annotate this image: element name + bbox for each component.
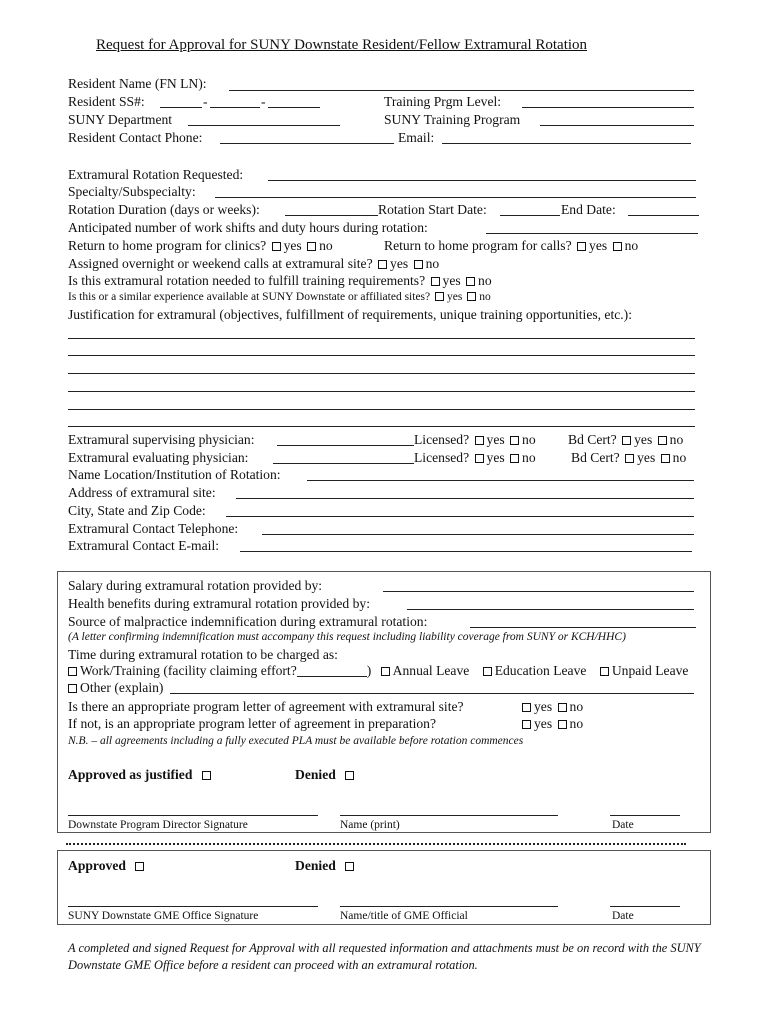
resident-name-field[interactable]	[229, 90, 694, 91]
pla-no-checkbox[interactable]	[558, 703, 567, 712]
calls-label: Return to home program for calls?	[384, 238, 572, 253]
supervising-licensed-yes-label: yes	[486, 432, 505, 447]
similar-no-checkbox[interactable]	[467, 292, 476, 301]
supervising-licensed-no-label: no	[522, 432, 536, 447]
clinics-label: Return to home program for clinics?	[68, 238, 267, 253]
end-date-label: End Date:	[561, 202, 616, 217]
time-charged-label: Time during extramural rotation to be charged as:	[68, 647, 338, 662]
gme-denied-checkbox[interactable]	[345, 862, 354, 871]
pla-yes-label: yes	[534, 699, 553, 714]
overnight-yes-checkbox[interactable]	[378, 260, 387, 269]
overnight-yes-label: yes	[390, 256, 409, 271]
approved-justified-checkbox[interactable]	[202, 771, 211, 780]
gme-name-label: Name/title of GME Official	[340, 910, 468, 922]
justification-label: Justification for extramural (objectives, fulfillment of requirements, unique training opportunities, etc.):	[68, 307, 632, 322]
clinics-no-checkbox[interactable]	[307, 242, 316, 251]
evaluating-bdcert	[571, 449, 686, 466]
director-date-label: Date	[612, 819, 634, 831]
approved-justified-label: Approved as justified	[68, 767, 193, 782]
pla-prep-options	[520, 715, 583, 732]
director-name-label: Name (print)	[340, 819, 400, 831]
suny-department-field[interactable]	[188, 125, 340, 126]
director-name-line[interactable]	[340, 815, 558, 816]
gme-denied	[295, 857, 357, 874]
evaluating-bdcert-yes-checkbox[interactable]	[625, 454, 634, 463]
similar-question	[68, 289, 491, 306]
resident-email-field[interactable]	[442, 143, 691, 144]
supervising-bdcert-label: Bd Cert?	[568, 432, 617, 447]
malpractice-label: Source of malpractice indemnification during extramural rotation:	[68, 614, 428, 629]
director-date-line[interactable]	[610, 815, 680, 816]
other-row	[66, 679, 163, 696]
pla-prep-no-checkbox[interactable]	[558, 720, 567, 729]
supervising-bdcert-no-label: no	[669, 432, 684, 447]
justification-line-2[interactable]	[68, 355, 695, 356]
ssn-field-3[interactable]	[268, 107, 320, 108]
health-field[interactable]	[407, 609, 694, 610]
pla-yes-checkbox[interactable]	[522, 703, 531, 712]
shifts-label: Anticipated number of work shifts and duty hours during rotation:	[68, 220, 428, 235]
resident-phone-field[interactable]	[220, 143, 394, 144]
pla-options	[520, 698, 583, 715]
overnight-label: Assigned overnight or weekend calls at extramural site?	[68, 256, 373, 271]
clinics-yes-checkbox[interactable]	[272, 242, 281, 251]
suny-department-label: SUNY Department	[68, 112, 173, 127]
training-level-field[interactable]	[522, 107, 694, 108]
justification-line-5[interactable]	[68, 409, 695, 410]
work-training-close: )	[366, 663, 372, 678]
evaluating-licensed-no-label: no	[522, 450, 536, 465]
evaluating-bdcert-yes-label: yes	[637, 450, 656, 465]
overnight-no-label: no	[425, 256, 440, 271]
contact-telephone-label: Extramural Contact Telephone:	[68, 521, 239, 536]
clinics-yes-label: yes	[283, 238, 302, 253]
other-explain-field[interactable]	[170, 693, 694, 694]
evaluating-licensed-no-checkbox[interactable]	[510, 454, 519, 463]
training-level-label: Training Prgm Level:	[384, 94, 502, 109]
gme-approved	[68, 857, 147, 874]
pla-label: Is there an appropriate program letter of agreement with extramural site?	[68, 699, 464, 714]
city-field[interactable]	[226, 516, 694, 517]
unpaid-leave-checkbox[interactable]	[600, 667, 609, 676]
calls-no-label: no	[624, 238, 639, 253]
supervising-licensed	[414, 431, 536, 448]
clinics-no-label: no	[319, 238, 333, 253]
justification-line-6[interactable]	[68, 426, 695, 427]
education-leave-checkbox[interactable]	[483, 667, 492, 676]
needed-no-label: no	[478, 273, 492, 288]
evaluating-physician-field[interactable]	[273, 463, 414, 464]
ssn-field-2[interactable]	[210, 107, 260, 108]
ssn-field-1[interactable]	[160, 107, 202, 108]
start-date-label: Rotation Start Date:	[378, 202, 487, 217]
location-label: Name Location/Institution of Rotation:	[68, 467, 281, 482]
form-title: Request for Approval for SUNY Downstate Resident/Fellow Extramural Rotation	[96, 37, 588, 53]
specialty-label: Specialty/Subspecialty:	[68, 184, 196, 199]
other-checkbox[interactable]	[68, 684, 77, 693]
similar-yes-label: yes	[447, 291, 463, 303]
needed-question	[68, 272, 492, 289]
supervising-licensed-yes-checkbox[interactable]	[475, 436, 484, 445]
dotted-separator	[66, 843, 686, 845]
director-signature-line[interactable]	[68, 815, 318, 816]
pla-no-label: no	[569, 699, 584, 714]
pla-prep-no-label: no	[569, 716, 584, 731]
similar-label: Is this or a similar experience available at SUNY Downstate or affiliated sites?	[68, 291, 431, 303]
footer-note: A completed and signed Request for Approval with all requested information and attachments must be on record with the SUNY Downstate GME Office before a resident can proceed with an extramural rotation.	[68, 941, 701, 972]
duration-label: Rotation Duration (days or weeks):	[68, 202, 260, 217]
training-program-field[interactable]	[540, 125, 694, 126]
program-denied	[295, 766, 357, 783]
evaluating-licensed	[414, 449, 536, 466]
pla-prep-yes-checkbox[interactable]	[522, 720, 531, 729]
justification-line-3[interactable]	[68, 373, 695, 374]
needed-label: Is this extramural rotation needed to fulfill training requirements?	[68, 273, 426, 288]
evaluating-bdcert-no-checkbox[interactable]	[661, 454, 670, 463]
supervising-bdcert-yes-label: yes	[634, 432, 653, 447]
health-label: Health benefits during extramural rotation provided by:	[68, 596, 370, 611]
evaluating-bdcert-label: Bd Cert?	[571, 450, 620, 465]
needed-yes-label: yes	[442, 273, 461, 288]
evaluating-licensed-yes-checkbox[interactable]	[475, 454, 484, 463]
work-training-checkbox[interactable]	[68, 667, 77, 676]
facility-effort-field[interactable]	[297, 664, 367, 677]
ssn-sep-1: -	[203, 94, 208, 109]
needed-yes-checkbox[interactable]	[431, 277, 440, 286]
education-leave-label: Education Leave	[494, 663, 587, 678]
evaluating-physician-label: Extramural evaluating physician:	[68, 450, 249, 465]
unpaid-leave-label: Unpaid Leave	[611, 663, 689, 678]
training-program-label: SUNY Training Program	[384, 112, 521, 127]
annual-leave-checkbox[interactable]	[381, 667, 390, 676]
justification-line-4[interactable]	[68, 391, 695, 392]
supervising-licensed-no-checkbox[interactable]	[510, 436, 519, 445]
calls-yes-label: yes	[589, 238, 608, 253]
gme-denied-label: Denied	[295, 858, 336, 873]
contact-email-label: Extramural Contact E-mail:	[68, 538, 219, 553]
ssn-sep-2: -	[261, 94, 266, 109]
gme-date-label: Date	[612, 910, 634, 922]
gme-signature-label: SUNY Downstate GME Office Signature	[68, 910, 259, 922]
pla-prep-yes-label: yes	[534, 716, 553, 731]
gme-date-line[interactable]	[610, 906, 680, 907]
supervising-bdcert-yes-checkbox[interactable]	[622, 436, 631, 445]
supervising-licensed-label: Licensed?	[414, 432, 470, 447]
approved-justified	[68, 766, 214, 783]
resident-name-label: Resident Name (FN LN):	[68, 76, 207, 91]
specialty-field[interactable]	[215, 197, 696, 198]
supervising-bdcert	[568, 431, 683, 448]
similar-yes-checkbox[interactable]	[435, 292, 444, 301]
justification-line-1[interactable]	[68, 338, 695, 339]
similar-no-label: no	[479, 291, 491, 303]
shifts-field[interactable]	[486, 233, 698, 234]
gme-approved-label: Approved	[68, 858, 126, 873]
other-label: Other (explain)	[80, 680, 164, 695]
malpractice-field[interactable]	[470, 627, 696, 628]
evaluating-licensed-label: Licensed?	[414, 450, 470, 465]
pla-prep-label: If not, is an appropriate program letter of agreement in preparation?	[68, 716, 437, 731]
clinics-question	[68, 237, 333, 254]
supervising-physician-field[interactable]	[277, 445, 414, 446]
contact-email-field[interactable]	[240, 551, 692, 552]
rotation-requested-label: Extramural Rotation Requested:	[68, 167, 244, 182]
supervising-bdcert-no-checkbox[interactable]	[658, 436, 667, 445]
overnight-no-checkbox[interactable]	[414, 260, 423, 269]
address-field[interactable]	[236, 498, 694, 499]
needed-no-checkbox[interactable]	[466, 277, 475, 286]
overnight-question	[68, 255, 439, 272]
calls-no-checkbox[interactable]	[613, 242, 622, 251]
calls-question	[384, 237, 638, 254]
end-date-field[interactable]	[628, 215, 699, 216]
program-denied-checkbox[interactable]	[345, 771, 354, 780]
salary-field[interactable]	[383, 591, 694, 592]
calls-yes-checkbox[interactable]	[577, 242, 586, 251]
start-date-field[interactable]	[500, 215, 560, 216]
pla-note: N.B. – all agreements including a fully executed PLA must be available before rotation commences	[68, 735, 524, 747]
resident-phone-label: Resident Contact Phone:	[68, 130, 203, 145]
evaluating-licensed-yes-label: yes	[486, 450, 505, 465]
evaluating-bdcert-no-label: no	[672, 450, 687, 465]
duration-field[interactable]	[285, 215, 378, 216]
gme-signature-line[interactable]	[68, 906, 318, 907]
supervising-physician-label: Extramural supervising physician:	[68, 432, 255, 447]
time-options-row	[66, 662, 688, 679]
location-field[interactable]	[307, 480, 694, 481]
gme-approved-checkbox[interactable]	[135, 862, 144, 871]
salary-label: Salary during extramural rotation provided by:	[68, 578, 323, 593]
director-signature-label: Downstate Program Director Signature	[68, 819, 248, 831]
city-label: City, State and Zip Code:	[68, 503, 206, 518]
resident-ssn-label: Resident SS#:	[68, 94, 145, 109]
contact-telephone-field[interactable]	[262, 534, 694, 535]
address-label: Address of extramural site:	[68, 485, 216, 500]
malpractice-note: (A letter confirming indemnification must accompany this request including liability coverage from SUNY or KCH/HHC)	[68, 631, 626, 643]
annual-leave-label: Annual Leave	[392, 663, 470, 678]
program-denied-label: Denied	[295, 767, 336, 782]
work-training-label: Work/Training (facility claiming effort?	[80, 663, 297, 678]
resident-email-label: Email:	[398, 130, 435, 145]
rotation-requested-field[interactable]	[268, 180, 696, 181]
gme-name-line[interactable]	[340, 906, 558, 907]
